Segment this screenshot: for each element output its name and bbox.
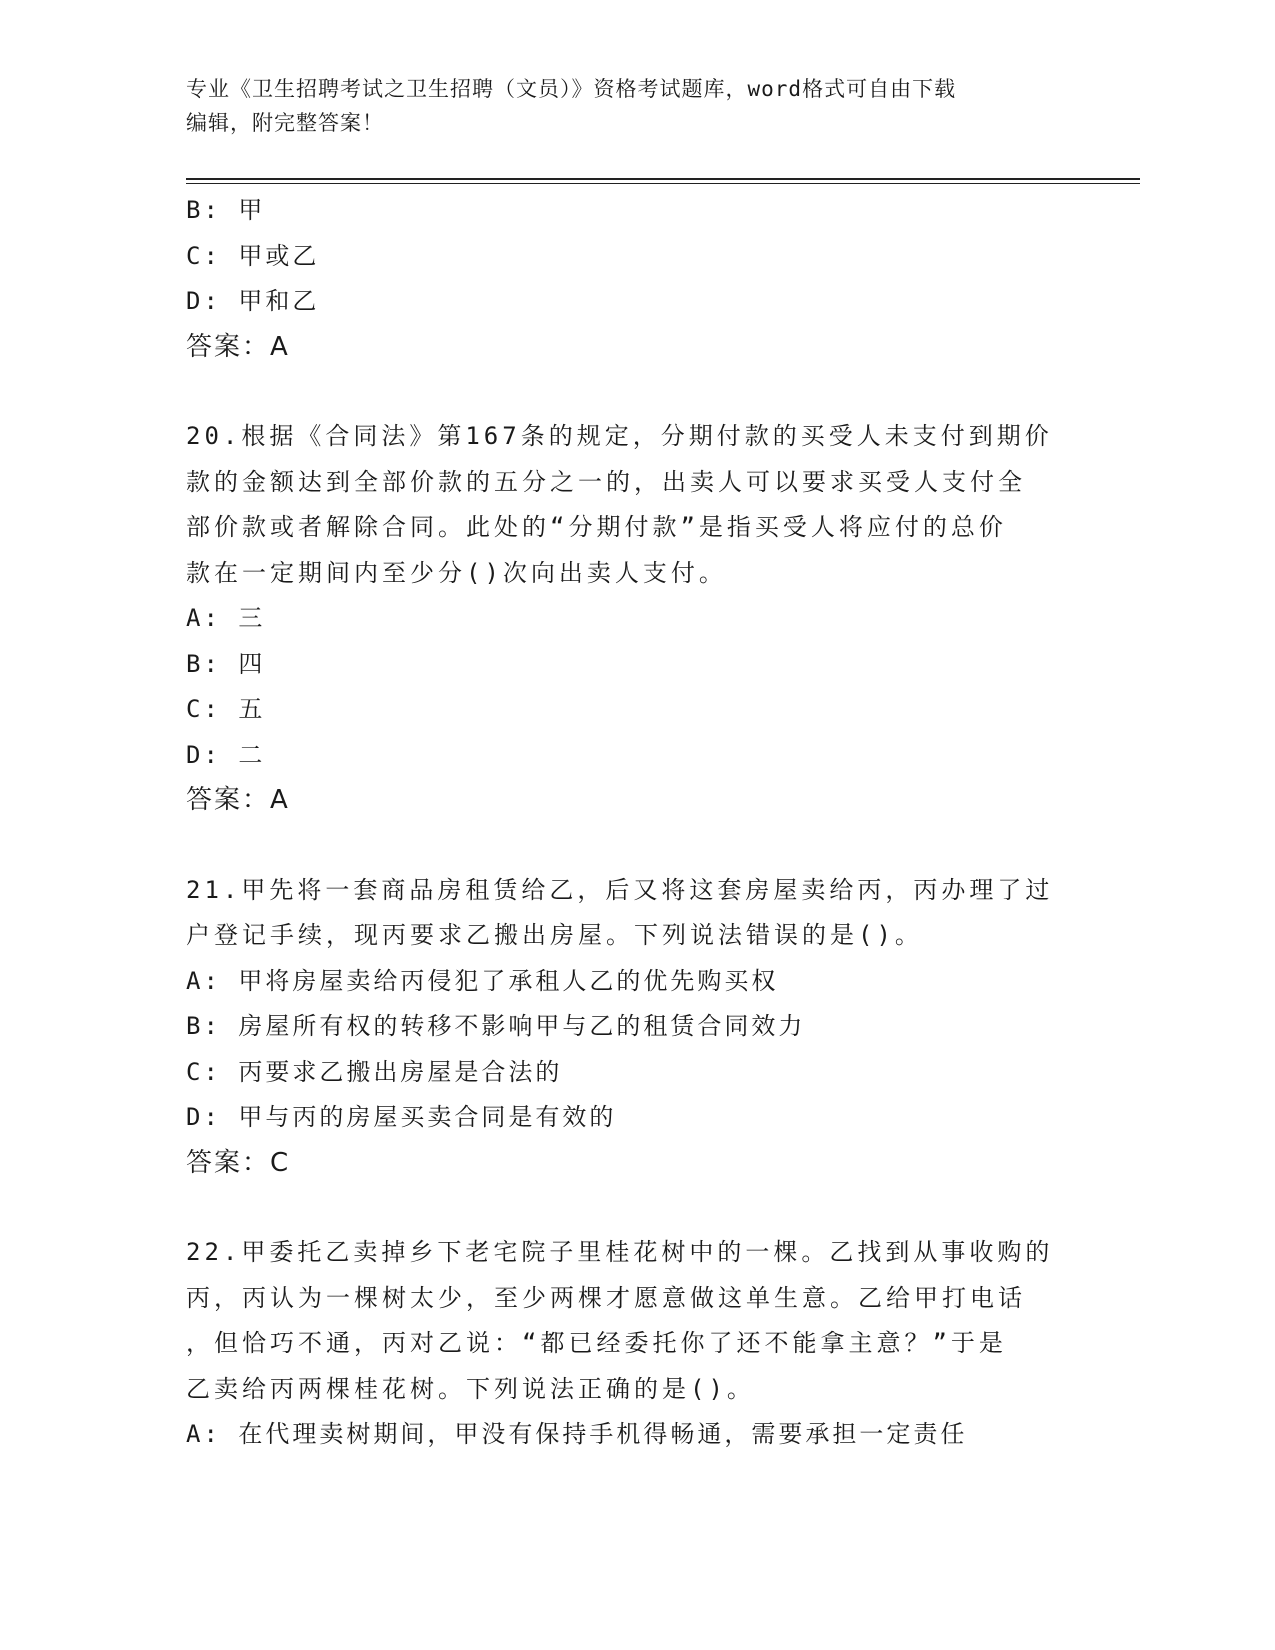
option-b: B: 甲 [186,196,266,224]
question-20-options [186,596,1086,824]
question-text-line: ，但恰巧不通，丙对乙说：“都已经委托你了还不能拿主意？”于是 [186,1329,1007,1357]
question-text-line: 乙卖给丙两棵桂花树。下列说法正确的是()。 [186,1374,755,1403]
question-text-line: 丙，丙认为一棵树太少，至少两棵才愿意做这单生意。乙给甲打电话 [186,1283,1026,1312]
question-22-options [186,1412,1086,1458]
answer-line: 答案：A [186,331,290,362]
option-d: D: 甲和乙 [186,287,320,315]
option-d: D: 甲与丙的房屋买卖合同是有效的 [186,1103,617,1131]
option-c: C: 五 [186,695,266,723]
header-line-2: 编辑，附完整答案！ [186,111,384,135]
answer-line: 答案：A [186,785,290,815]
question-list [186,188,1086,1458]
option-a: A: 三 [186,604,266,632]
question-text-line: 户登记手续，现丙要求乙搬出房屋。下列说法错误的是()。 [186,921,923,949]
option-c: C: 丙要求乙搬出房屋是合法的 [186,1057,563,1086]
option-a: A: 在代理卖树期间，甲没有保持手机得畅通，需要承担一定责任 [186,1420,968,1448]
page-header [186,72,1066,140]
question-20 [186,414,1086,596]
header-divider-thick [186,178,1140,180]
question-22 [186,1230,1086,1412]
question-19-continuation [186,188,1086,370]
question-text-line: 21.甲先将一套商品房租赁给乙，后又将这套房屋卖给丙，丙办理了过 [186,875,1054,904]
question-text-line: 20.根据《合同法》第167条的规定，分期付款的买受人未支付到期价 [186,422,1053,450]
question-21 [186,868,1086,959]
option-b: B: 房屋所有权的转移不影响甲与乙的租赁合同效力 [186,1012,806,1040]
question-text-line: 部价款或者解除合同。此处的“分期付款”是指买受人将应付的总价 [186,513,1007,541]
question-text-line: 22.甲委托乙卖掉乡下老宅院子里桂花树中的一棵。乙找到从事收购的 [186,1238,1054,1266]
question-text-line: 款的金额达到全部价款的五分之一的，出卖人可以要求买受人支付全 [186,467,1026,496]
header-line-1: 专业《卫生招聘考试之卫生招聘（文员）》资格考试题库，word格式可自由下载 [186,77,957,101]
option-a: A: 甲将房屋卖给丙侵犯了承租人乙的优先购买权 [186,966,779,995]
header-divider-thin [186,183,1140,184]
question-text-line: 款在一定期间内至少分()次向出卖人支付。 [186,558,727,587]
option-d: D: 二 [186,740,266,769]
answer-line: 答案：C [186,1147,291,1178]
question-21-options [186,959,1086,1187]
option-b: B: 四 [186,649,266,678]
option-c: C: 甲或乙 [186,241,320,270]
